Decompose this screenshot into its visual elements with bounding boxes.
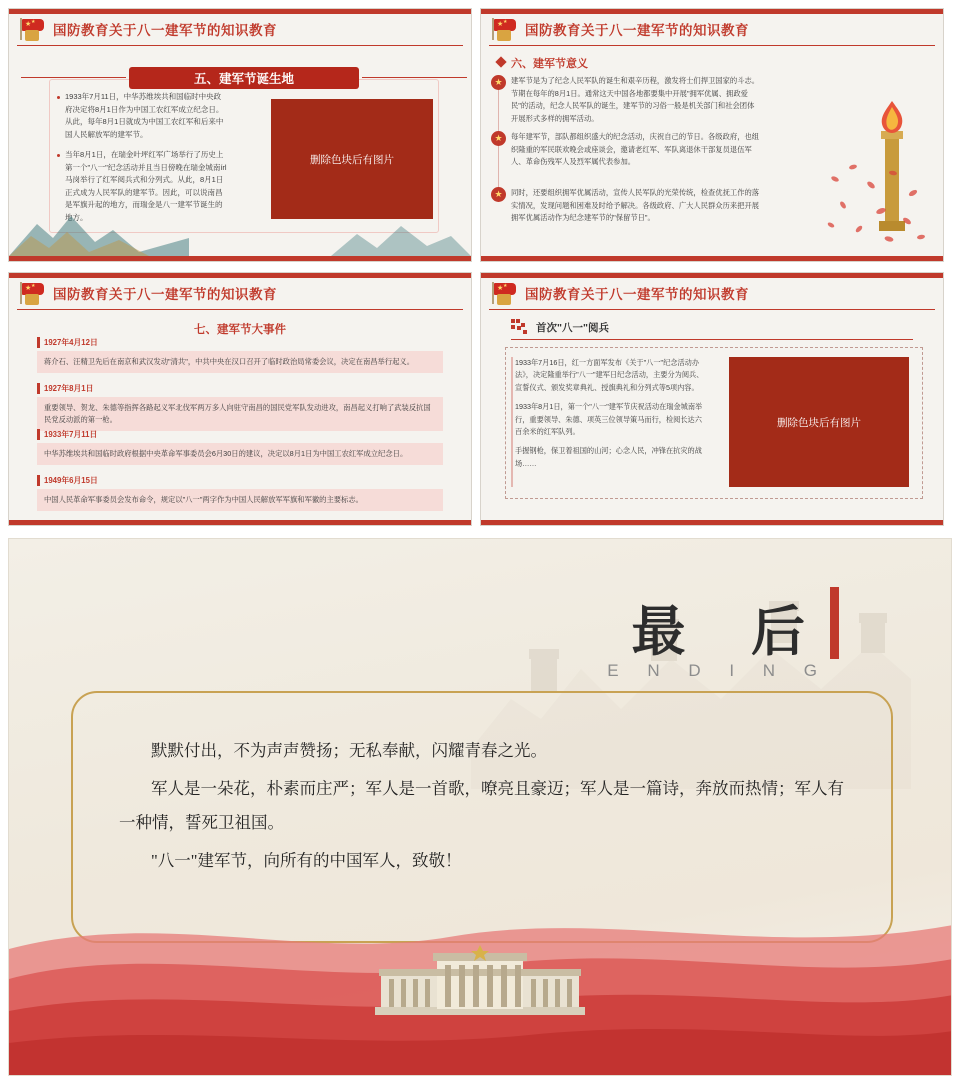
event-date: 1927年4月12日: [37, 337, 443, 348]
header-divider: [17, 45, 463, 46]
paragraph: 建军节是为了纪念人民军队的诞生和艰辛历程，激发将士们捍卫国家的斗志。节期在每年的8月1日。通常这天中国各地都要集中开展"拥军优属、拥政爱民"的活动，纪念人民军队的诞生，建军节的习俗一般是机关部门和社会团体开展形式多样的拥军活动。: [511, 76, 760, 123]
slide-bottom-bar: [481, 256, 943, 261]
slide-bottom-bar: [481, 520, 943, 525]
slide-header: [9, 278, 471, 308]
section-title-2: 六、建军节意义: [511, 55, 588, 71]
flag-icon: ★ ★: [17, 17, 47, 41]
slide-2: [480, 8, 944, 262]
flag-icon: ★ ★: [489, 17, 519, 41]
header-divider: [17, 309, 463, 310]
image-placeholder: 删除色块后有图片: [729, 357, 909, 487]
slide-bottom-bar: [9, 520, 471, 525]
slide-header: [481, 14, 943, 44]
paragraph: 手握钢枪，保卫着祖国的山河；心念人民，冲锋在抗灾的战场……: [515, 446, 702, 468]
ending-line: 军人是一朵花，朴素而庄严；军人是一首歌，嘹亮且豪迈；军人是一篇诗，奔放而热情；军人有一种情，誓死卫祖国。: [119, 779, 844, 832]
timeline-item: [37, 429, 443, 465]
ending-title: 最 后: [631, 602, 831, 662]
event-date: 1927年8月1日: [37, 383, 443, 394]
title-accent-bar: [830, 587, 839, 659]
ending-slide: [8, 538, 952, 1076]
bullet-item: 1933年7月11日，中华苏维埃共和国临时中央政府决定将8月1日作为中国工农红军成立纪念日。从此，每年8月1日就成为中国工农红军和后来中国人民解放军的建军节。: [57, 91, 227, 141]
header-divider: [489, 309, 935, 310]
section-tag-label: 首次"八一"阅兵: [536, 321, 609, 334]
flag-icon: ★ ★: [489, 281, 519, 305]
mountain-decoration: [9, 208, 189, 256]
header-divider: [489, 45, 935, 46]
slide-header-title: 国防教育关于八一建军节的知识教育: [525, 23, 749, 38]
event-text: 蒋介石、汪精卫先后在南京和武汉发动"清共"，中共中央在汉口召开了临时政治局常委会议，决定在南昌举行起义。: [37, 351, 443, 373]
great-hall-building: [375, 945, 585, 1015]
event-text: 中华苏维埃共和国临时政府根据中央革命军事委员会6月30日的建议，决定以8月1日为中国工农红军成立纪念日。: [37, 443, 443, 465]
section-divider: [511, 339, 913, 340]
star-bullet-icon: ★: [491, 75, 506, 90]
timeline-item: [37, 475, 443, 511]
section-tag: [511, 319, 609, 335]
ending-text: [119, 734, 859, 882]
slide-header: [9, 14, 471, 44]
timeline-item: [37, 337, 443, 373]
slide-header-title: 国防教育关于八一建军节的知识教育: [53, 287, 277, 302]
star-bullet-icon: ★: [491, 131, 506, 146]
ending-subtitle: E N D I N G: [607, 661, 829, 680]
event-text: 重要领导、贺龙、朱德等指挥各路起义军北伐军两万多人向驻守南昌的国民党军队发动进攻，南昌起义打响了武装反抗国民党反动派的第一枪。: [37, 397, 443, 431]
event-date: 1949年6月15日: [37, 475, 443, 486]
slide-3: [8, 272, 472, 526]
slide-4: [480, 272, 944, 526]
pixel-blocks-icon: [511, 319, 529, 335]
paragraph: 每年建军节，部队都组织盛大的纪念活动，庆祝自己的节日。各级政府，也组织隆重的军民联欢晚会或座谈会，邀请老红军、军队离退休干部复员退伍军人、革命伤残军人及烈军属代表参加。: [511, 132, 760, 167]
slide-bottom-bar: [9, 256, 471, 261]
event-date: 1933年7月11日: [37, 429, 443, 440]
accent-line: [511, 357, 513, 487]
flag-icon: ★ ★: [17, 281, 47, 305]
slide-1: [8, 8, 472, 262]
slide-4-text-column: [515, 357, 705, 477]
slide-header: [481, 278, 943, 308]
petals-decoration: [823, 159, 933, 249]
section-title-1: 五、建军节诞生地: [129, 67, 359, 89]
paragraph: 同时，还要组织拥军优属活动，宣传人民军队的光荣传统，检查优抚工作的落实情况，发现问题和困难及时给予解决。各级政府、广大人民群众历来把开展拥军优属活动作为纪念建军节的"保留节日"。: [511, 188, 760, 223]
timeline-item: [37, 383, 443, 431]
ending-line: 默默付出，不为声声赞扬；无私奉献，闪耀青春之光。: [151, 741, 547, 760]
slide-header-title: 国防教育关于八一建军节的知识教育: [53, 23, 277, 38]
event-text: 中国人民革命军事委员会发布命令，规定以"八一"两字作为中国人民解放军军旗和军徽的主要标志。: [37, 489, 443, 511]
mountain-decoration-right: [331, 220, 471, 256]
ending-line: "八一"建军节，向所有的中国军人，致敬！: [151, 851, 462, 870]
paragraph: 1933年7月16日，红一方面军发布《关于"八一"纪念活动办法》，决定隆重举行"八一"建军日纪念活动，主要分为阅兵、宣誓仪式、颁发奖章典礼、授旗典礼和分列式等5项内容。: [515, 358, 704, 392]
slide-header-title: 国防教育关于八一建军节的知识教育: [525, 287, 749, 302]
paragraph: 1933年8月1日，第一个"八一"建军节庆祝活动在瑞金城南举行，重要领导、朱德、项英三位领导策马而行，检阅长达六百余米的红军队列。: [515, 402, 703, 437]
star-bullet-icon: ★: [491, 187, 506, 202]
bullet-item: 当年8月1日，在瑞金叶坪红军广场举行了历史上第一个"八一"纪念活动并且当日傍晚在瑞金城南írl马岗举行了红军阅兵式和分列式。从此，8月1日正式成为人民军队的建军节。因此，可以说南昌是军旗升起的地方，而瑞金是八一建军节诞生的地方。: [57, 149, 227, 224]
section-title-3: 七、建军节大事件: [194, 324, 286, 336]
image-placeholder: 删除色块后有图片: [271, 99, 433, 219]
